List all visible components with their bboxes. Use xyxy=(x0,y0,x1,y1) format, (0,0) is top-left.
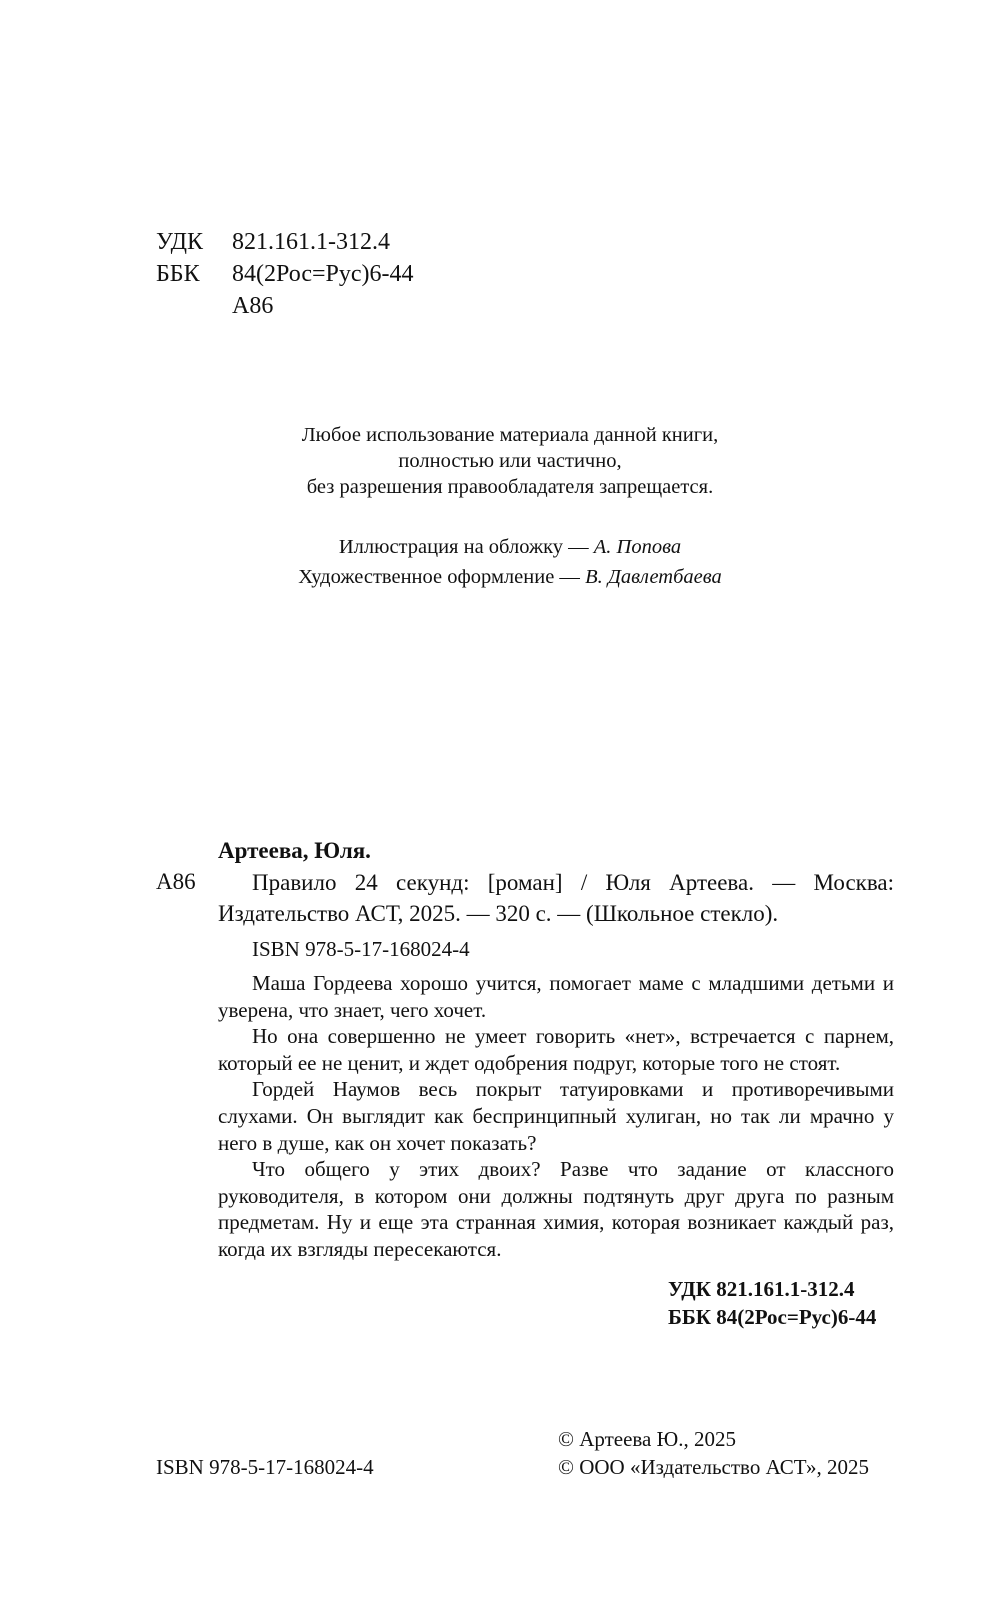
illustrator-name: А. Попова xyxy=(593,536,682,558)
annotation-paragraph: Что общего у этих двоих? Разве что задание от классного руководителя, в котором они должны подтянуть друг друга по разным предметам. Ну и еще эта странная химия, которая возникает каждый раз, когда их взгляды пересекаются. xyxy=(218,1157,894,1261)
design-credit xyxy=(250,562,770,592)
illustration-label: Иллюстрация на обложку — xyxy=(338,536,594,558)
credits xyxy=(250,532,770,592)
annotation xyxy=(218,970,894,1263)
udk-value: 821.161.1-312.4 xyxy=(232,229,390,255)
copyright-lines xyxy=(558,1425,869,1481)
udk-row xyxy=(156,226,414,258)
copyright-notice xyxy=(250,422,770,500)
bbk-row xyxy=(156,258,414,290)
copyright-publisher: © ООО «Издательство АСТ», 2025 xyxy=(558,1455,869,1479)
copyright-author: © Артеева Ю., 2025 xyxy=(558,1427,736,1451)
udk-label: УДК xyxy=(156,229,203,255)
udk-code-bottom: УДК 821.161.1-312.4 xyxy=(668,1277,855,1301)
bibliographic-code: А86 xyxy=(156,869,196,894)
annotation-paragraph: Маша Гордеева хорошо учится, помогает маме с младшими детьми и уверена, что знает, чего хочет. xyxy=(218,971,894,1022)
classification-codes-bottom xyxy=(668,1275,876,1331)
bbk-code-bottom: ББК 84(2Рос=Рус)6-44 xyxy=(668,1305,877,1329)
author-code: А86 xyxy=(232,293,274,319)
author-heading: Артеева, Юля. xyxy=(218,838,371,863)
design-label: Художественное оформление — xyxy=(298,566,586,588)
bibliographic-isbn: ISBN 978-5-17-168024-4 xyxy=(252,937,470,961)
author-code-row xyxy=(156,290,414,322)
isbn-footer: ISBN 978-5-17-168024-4 xyxy=(156,1455,374,1479)
designer-name: В. Давлетбаева xyxy=(585,566,722,588)
description-text: Правило 24 секунд: [роман] / Юля Артеева. — Москва: Издательство АСТ, 2025. — 320 с. — (Школьное стекло). xyxy=(218,870,894,926)
bbk-value: 84(2Рос=Рус)6-44 xyxy=(232,261,414,287)
illustration-credit xyxy=(250,532,770,562)
annotation-paragraph: Но она совершенно не умеет говорить «нет», встречается с парнем, который ее не ценит, и ждет одобрения подруг, которые того не стоят. xyxy=(218,1024,894,1075)
bibliographic-description xyxy=(218,867,894,929)
notice-line: без разрешения правообладателя запрещается. xyxy=(306,476,714,498)
notice-line: Любое использование материала данной книги, xyxy=(301,424,719,446)
bbk-label: ББК xyxy=(156,261,200,287)
notice-line: полностью или частично, xyxy=(398,450,622,472)
classification-block xyxy=(156,226,414,322)
annotation-paragraph: Гордей Наумов весь покрыт татуировками и противоречивыми слухами. Он выглядит как беспринципный хулиган, но так ли мрачно у него в душе, как он хочет показать? xyxy=(218,1077,894,1155)
